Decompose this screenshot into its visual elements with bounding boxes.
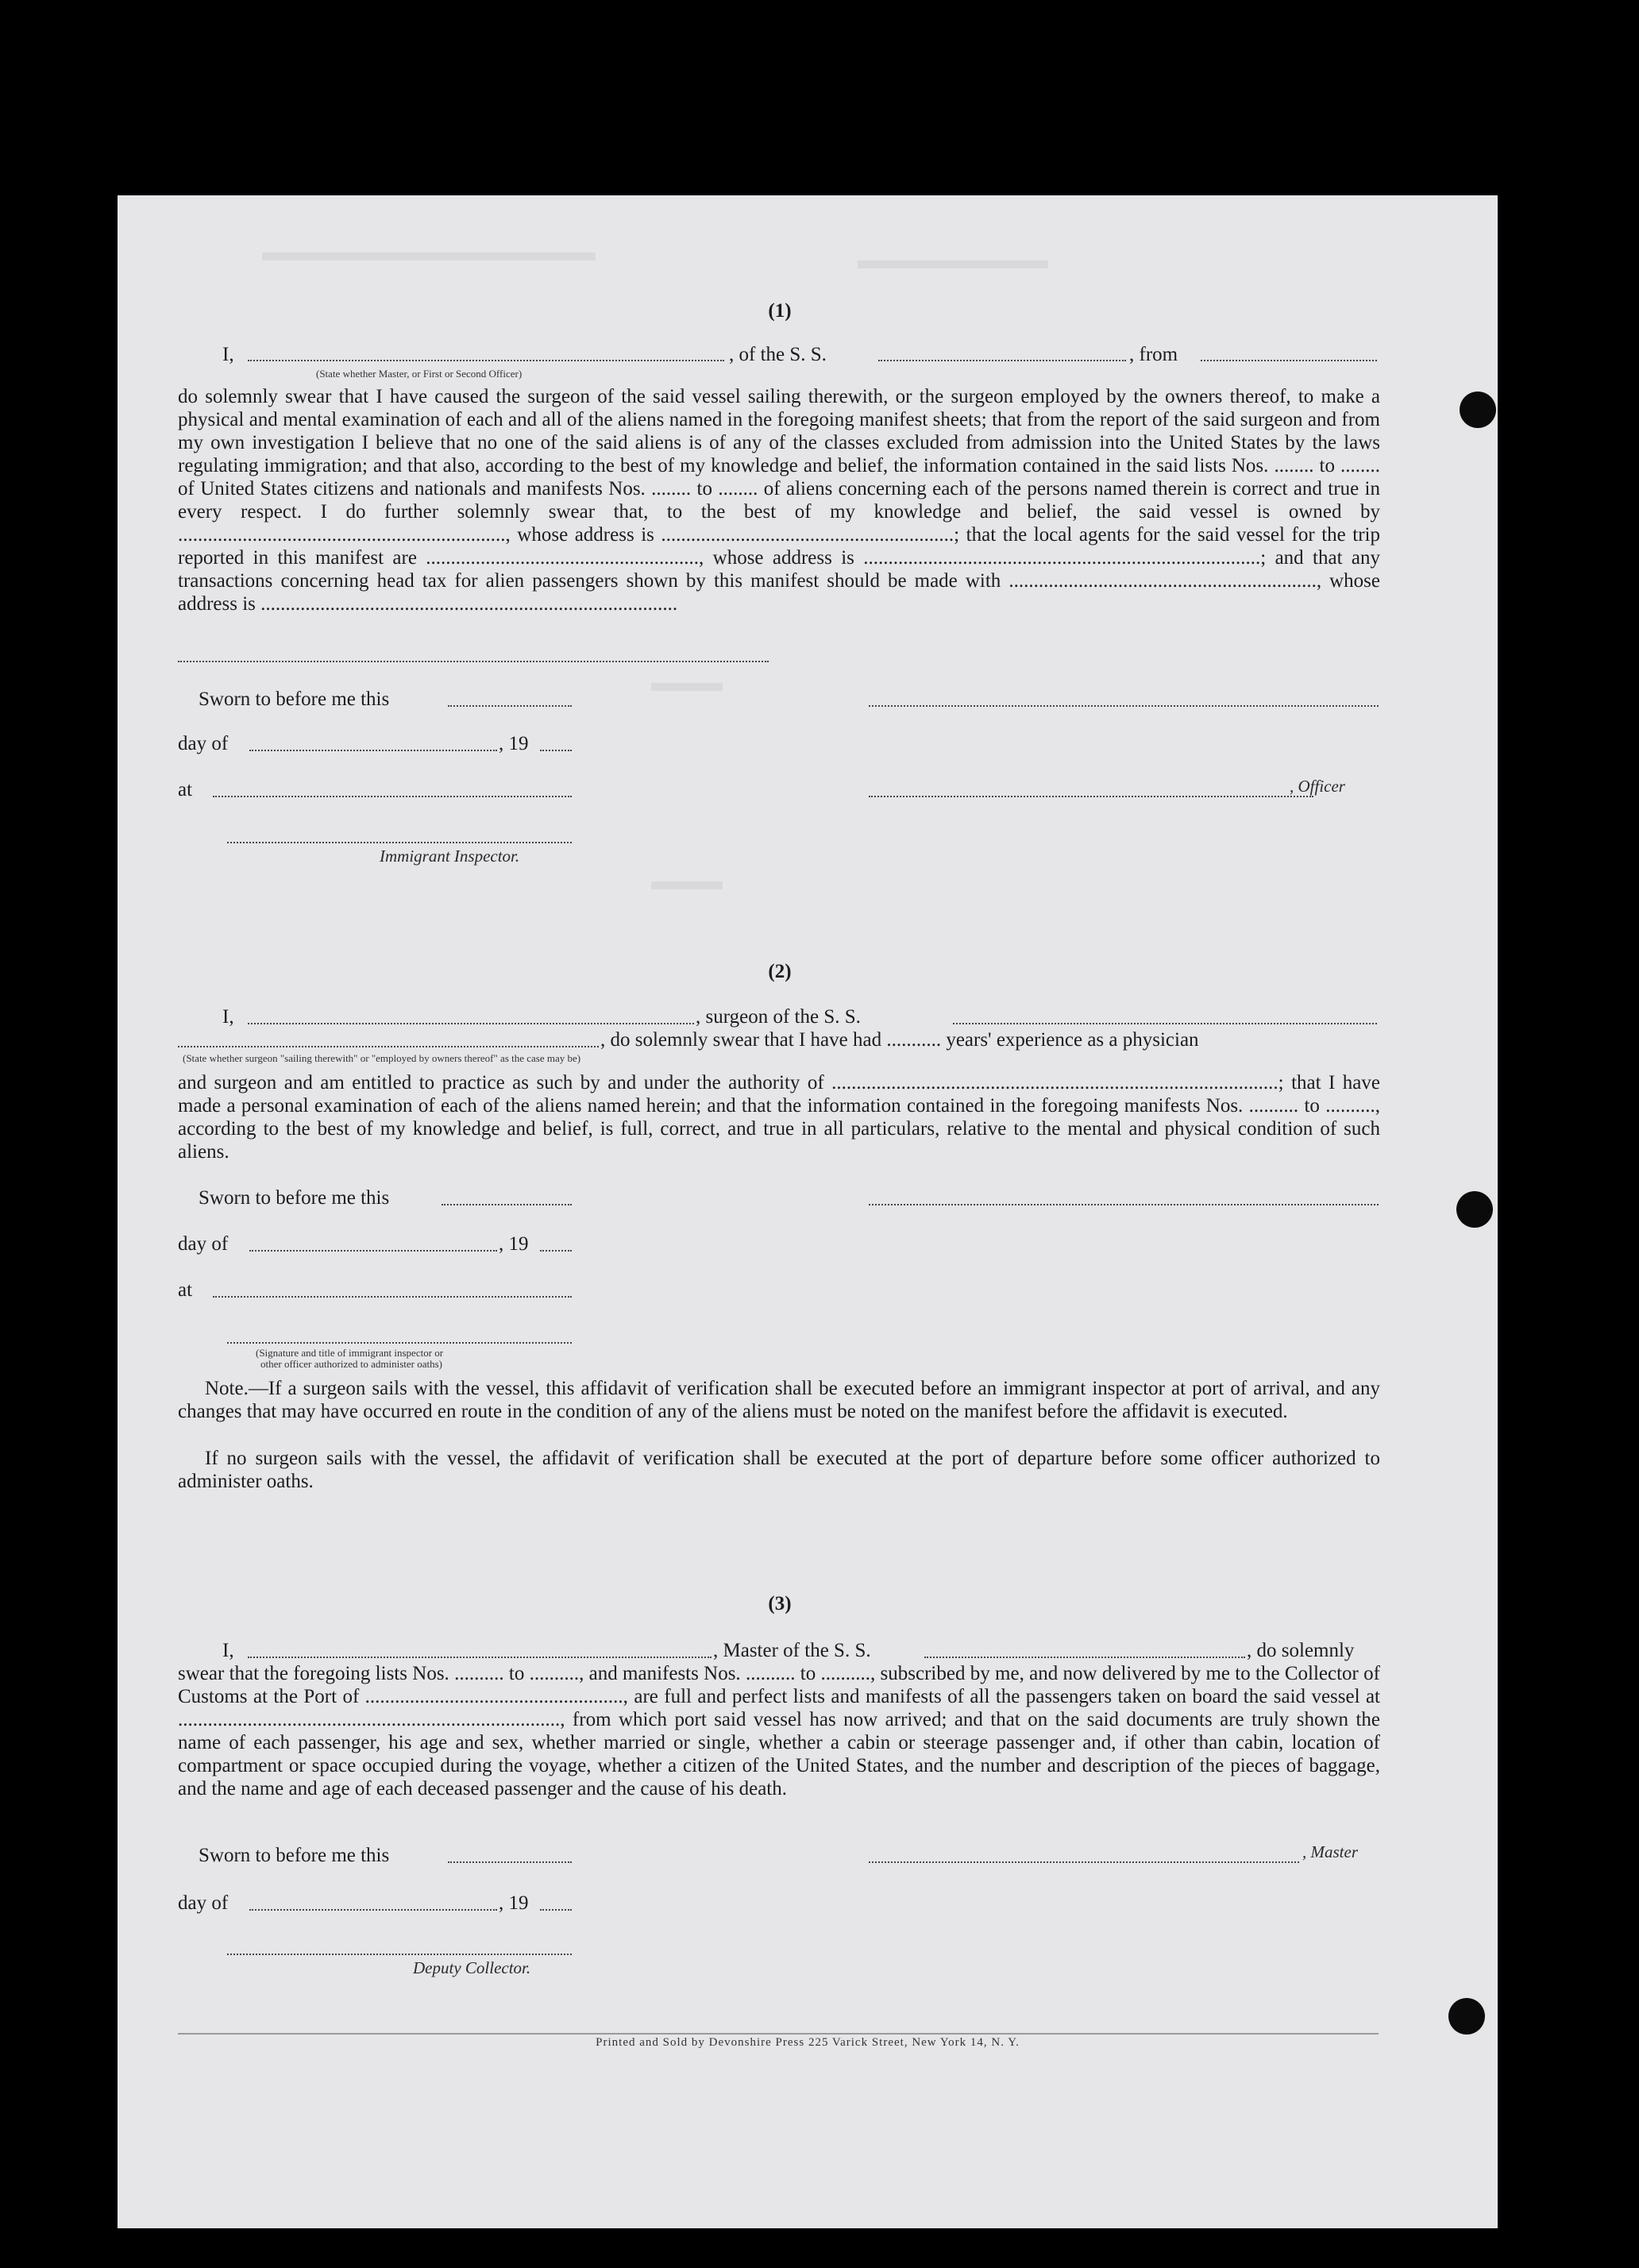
section-1-sworn-field[interactable] <box>448 705 572 707</box>
section-2-day-label: day of <box>178 1233 229 1255</box>
section-3-oath-text: swear that the foregoing lists Nos. .......... to .........., and manifests Nos. .......... to .........., subscribed by me, and now delivered by me to the Collector of Customs at the Port of ...................................................., are full and perfect lists and manifests of all the passengers taken on board the said vessel at ............................................................................., from which port said vessel has now arrived; and that on the said documents are truly shown the name of each passenger, his age and sex, whether married or single, whether a cabin or steerage passenger and, if other than cabin, location of compartment or space occupied during the voyage, whether a citizen of the United States, and the number and description of the pieces of baggage, and the name and age of each deceased passenger and the cause of his death. <box>178 1663 1380 1799</box>
surgeon-note-paragraph-1: Note.—If a surgeon sails with the vessel, this affidavit of verification shall be executed before an immigrant inspector at port of arrival, and any changes that may have occurred en route in the condition of any of the aliens must be noted on the manifest before the affidavit is executed. <box>178 1378 1380 1422</box>
section-1-officer-signature-field[interactable] <box>869 796 1313 797</box>
section-3-sworn-field[interactable] <box>448 1861 572 1863</box>
section-3-master-of-ss: , Master of the S. S. <box>713 1640 871 1661</box>
bleed-through-mark <box>651 683 723 691</box>
section-3-i: I, <box>222 1640 234 1661</box>
surgeon-note-paragraph-2: If no surgeon sails with the vessel, the affidavit of verification shall be executed at the port of departure before some officer authorized to administer oaths. <box>178 1448 1380 1492</box>
section-3-master-signature-field[interactable] <box>869 1861 1299 1863</box>
section-2-number: (2) <box>768 961 792 982</box>
section-1-of-ss: , of the S. S. <box>729 344 827 365</box>
bleed-through-mark <box>858 260 1048 268</box>
section-3-sworn-label: Sworn to before me this <box>199 1845 390 1866</box>
punch-hole-top <box>1460 392 1496 428</box>
section-2-day-field[interactable] <box>249 1250 497 1252</box>
section-1-year-label: , 19 <box>499 733 529 754</box>
section-1-sworn-label: Sworn to before me this <box>199 688 390 710</box>
section-2-sworn-label: Sworn to before me this <box>199 1187 390 1209</box>
section-2-sworn-field[interactable] <box>442 1204 572 1205</box>
footer-rule <box>178 2033 1379 2035</box>
section-1-from: , from <box>1129 344 1178 365</box>
section-1-officer-signature-top[interactable] <box>869 705 1379 707</box>
bleed-through-mark <box>651 881 723 889</box>
section-2-year-label: , 19 <box>499 1233 529 1255</box>
section-1-day-label: day of <box>178 733 229 754</box>
section-2-vessel-field[interactable] <box>953 1023 1377 1024</box>
port-from-field[interactable] <box>1201 360 1377 361</box>
section-1-year-field[interactable] <box>540 750 572 751</box>
section-3-collector-signature-field[interactable] <box>227 1954 572 1955</box>
officer-title-hint: (State whether Master, or First or Second Officer) <box>316 368 523 380</box>
section-3-vessel-field[interactable] <box>924 1657 1245 1658</box>
section-1-inspector-label: Immigrant Inspector. <box>380 847 520 866</box>
section-1-address-line[interactable] <box>178 661 769 662</box>
section-2-at-label: at <box>178 1279 193 1301</box>
surgeon-name-field[interactable] <box>248 1023 694 1024</box>
section-1-oath-text: do solemnly swear that I have caused the surgeon of the said vessel sailing therewith, or the surgeon employed by the owners thereof, to make a physical and mental examination of each and all of the aliens named in the foregoing manifest sheets; that from the report of the said surgeon and from my own investigation I believe that no one of the said aliens is of any of the classes excluded from admission into the United States by the laws regulating immigration; and that also, according to the best of my knowledge and belief, the information contained in the said lists Nos. ........ to ........ of United States citizens and nationals and manifests Nos. ........ to ........ of aliens concerning each of the persons named therein is correct and true in every respect. I do further solemnly swear that, to the best of my knowledge and belief, the said vessel is owned by .................................................................., whose address is ...........................................................; that the local agents for the said vessel for the trip reported in this manifest are ......................................................., whose address is ................................................................................; and that any transactions concerning head tax for alien passengers shown by this manifest should be made with .............................................................., whose address is .................................................................................... <box>178 386 1380 615</box>
section-2-year-field[interactable] <box>540 1250 572 1252</box>
section-3-do-solemnly: , do solemnly <box>1247 1640 1355 1661</box>
section-1-day-field[interactable] <box>249 750 497 751</box>
section-3-year-field[interactable] <box>540 1909 572 1911</box>
section-2-i: I, <box>222 1006 234 1028</box>
section-3-number: (3) <box>768 1593 792 1614</box>
master-name-field[interactable] <box>248 1657 712 1658</box>
section-2-surgeon-of-ss: , surgeon of the S. S. <box>696 1006 861 1028</box>
section-1-at-label: at <box>178 779 193 800</box>
section-1-number: (1) <box>768 300 792 322</box>
officer-name-field[interactable] <box>248 360 724 361</box>
section-1-i: I, <box>222 344 234 365</box>
section-1-at-field[interactable] <box>213 796 572 797</box>
section-3-day-label: day of <box>178 1892 229 1914</box>
vessel-name-field[interactable] <box>878 360 1126 361</box>
surgeon-status-hint: (State whether surgeon "sailing therewith" or "employed by owners thereof" as the case may be) <box>183 1052 581 1064</box>
section-2-experience-line: , do solemnly swear that I have had ........... years' experience as a physician <box>600 1029 1199 1051</box>
section-3-day-field[interactable] <box>249 1909 497 1911</box>
section-2-inspector-signature-field[interactable] <box>227 1342 572 1344</box>
punch-hole-bottom <box>1448 1998 1485 2035</box>
section-3-collector-label: Deputy Collector. <box>413 1958 531 1977</box>
section-3-year-label: , 19 <box>499 1892 529 1914</box>
section-1-inspector-signature-field[interactable] <box>227 842 572 843</box>
section-2-oath-text: and surgeon and am entitled to practice as such by and under the authority of ..........................................................................................; that I have made a personal examination of each of the aliens named herein; and that the information contained in the foregoing manifests Nos. .......... to .........., according to the best of my knowledge and belief, is full, correct, and true in all particulars, relative to the mental and physical condition of such aliens. <box>178 1072 1380 1163</box>
section-2-signer-hint-1: (Signature and title of immigrant inspector or <box>256 1347 444 1359</box>
printer-imprint: Printed and Sold by Devonshire Press 225 Varick Street, New York 14, N. Y. <box>596 2036 1020 2049</box>
surgeon-status-field[interactable] <box>178 1046 599 1047</box>
section-2-signer-hint-2: other officer authorized to administer oaths) <box>260 1358 442 1370</box>
section-2-at-field[interactable] <box>213 1296 572 1298</box>
section-2-surgeon-signature-field[interactable] <box>869 1204 1379 1205</box>
section-3-master-label: , Master <box>1302 1842 1358 1861</box>
punch-hole-middle <box>1456 1191 1493 1228</box>
section-1-officer-label: , Officer <box>1290 777 1345 796</box>
bleed-through-mark <box>262 253 596 260</box>
